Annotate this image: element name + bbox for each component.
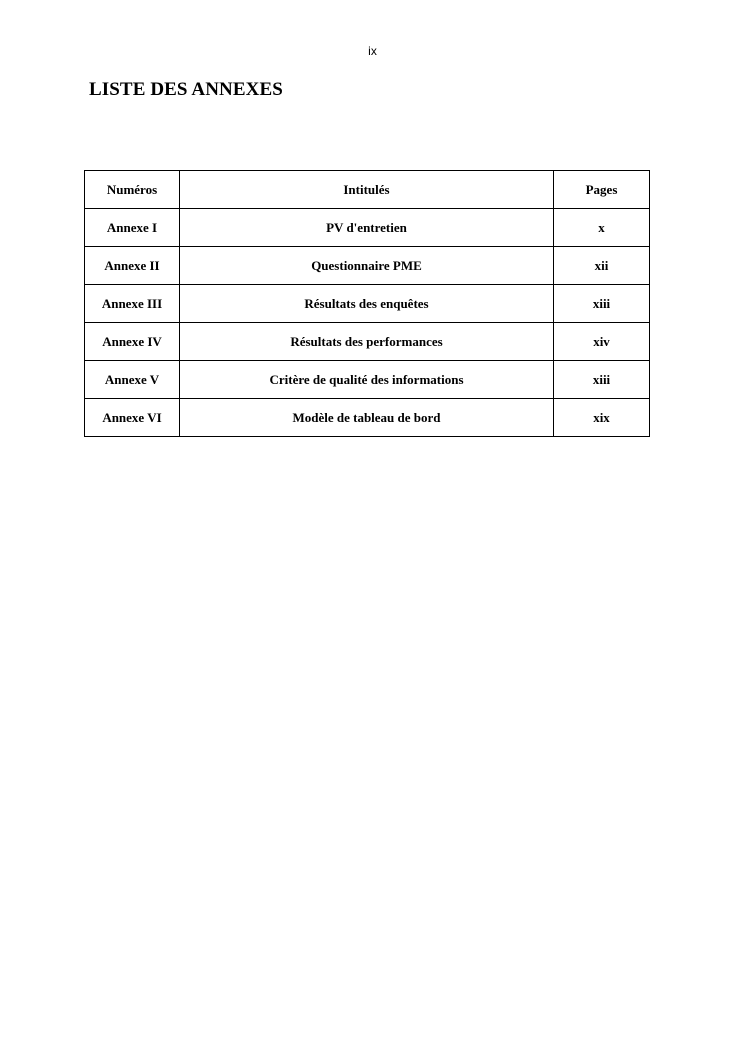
page-title: LISTE DES ANNEXES: [89, 79, 283, 100]
cell-numero: Annexe VI: [85, 399, 180, 437]
page-number: ix: [368, 44, 377, 58]
table-row: [85, 247, 650, 285]
cell-page: xiii: [554, 361, 650, 399]
table-row: [85, 399, 650, 437]
cell-page: xii: [554, 247, 650, 285]
header-intitules: Intitulés: [180, 171, 554, 209]
table-row: [85, 209, 650, 247]
table-row: [85, 323, 650, 361]
cell-page: xiv: [554, 323, 650, 361]
cell-numero: Annexe V: [85, 361, 180, 399]
cell-numero: Annexe III: [85, 285, 180, 323]
cell-numero: Annexe II: [85, 247, 180, 285]
cell-intitule: Résultats des performances: [180, 323, 554, 361]
cell-page: x: [554, 209, 650, 247]
cell-intitule: Critère de qualité des informations: [180, 361, 554, 399]
table-header-row: [85, 171, 650, 209]
cell-numero: Annexe IV: [85, 323, 180, 361]
cell-intitule: Modèle de tableau de bord: [180, 399, 554, 437]
table-row: [85, 285, 650, 323]
cell-intitule: Questionnaire PME: [180, 247, 554, 285]
cell-intitule: Résultats des enquêtes: [180, 285, 554, 323]
header-pages: Pages: [554, 171, 650, 209]
annex-table: [84, 170, 650, 437]
cell-numero: Annexe I: [85, 209, 180, 247]
header-numeros: Numéros: [85, 171, 180, 209]
table-row: [85, 361, 650, 399]
cell-page: xix: [554, 399, 650, 437]
cell-intitule: PV d'entretien: [180, 209, 554, 247]
cell-page: xiii: [554, 285, 650, 323]
